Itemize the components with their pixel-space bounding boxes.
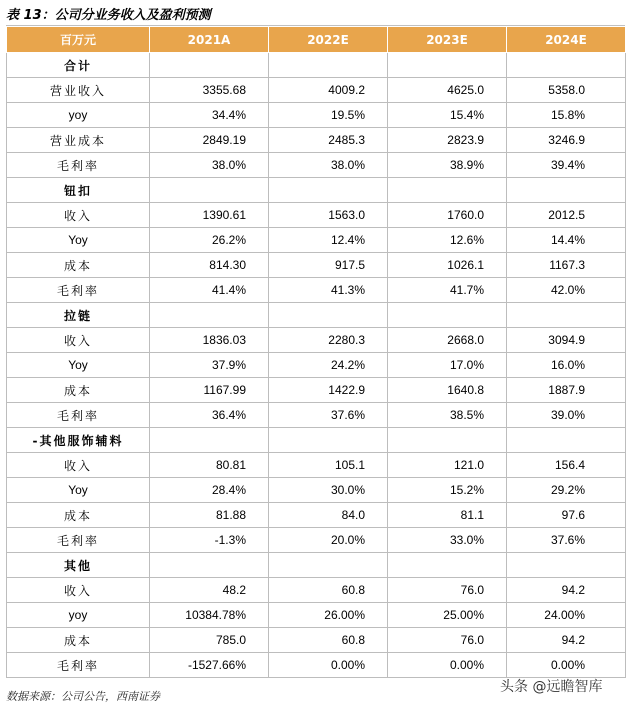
value-cell: 14.4% (507, 228, 626, 253)
value-cell: 41.7% (388, 278, 507, 303)
empty-cell (388, 53, 507, 78)
value-cell: 5358.0 (507, 78, 626, 103)
empty-cell (388, 553, 507, 578)
value-cell: 28.4% (150, 478, 269, 503)
value-cell: 4625.0 (388, 78, 507, 103)
column-header-2024e: 2024E (507, 27, 626, 53)
table-row (7, 403, 626, 428)
table-body (7, 53, 626, 678)
value-cell: 2849.19 (150, 128, 269, 153)
value-cell: 4009.2 (269, 78, 388, 103)
empty-cell (388, 428, 507, 453)
value-cell: 26.2% (150, 228, 269, 253)
row-label: 毛利率 (7, 653, 150, 678)
table-row (7, 453, 626, 478)
watermark: 头条 @远瞻智库 (500, 679, 603, 695)
empty-cell (269, 428, 388, 453)
row-label: 成本 (7, 378, 150, 403)
table-row (7, 378, 626, 403)
value-cell: 121.0 (388, 453, 507, 478)
value-cell: 2280.3 (269, 328, 388, 353)
value-cell: 10384.78% (150, 603, 269, 628)
empty-cell (507, 178, 626, 203)
section-label: -其他服饰辅料 (7, 428, 150, 453)
value-cell: 917.5 (269, 253, 388, 278)
value-cell: 29.2% (507, 478, 626, 503)
value-cell: 1563.0 (269, 203, 388, 228)
empty-cell (150, 428, 269, 453)
value-cell: 15.8% (507, 103, 626, 128)
section-row (7, 53, 626, 78)
row-label: 成本 (7, 628, 150, 653)
value-cell: 1836.03 (150, 328, 269, 353)
value-cell: 1026.1 (388, 253, 507, 278)
value-cell: 15.4% (388, 103, 507, 128)
row-label: 营业收入 (7, 78, 150, 103)
value-cell: 48.2 (150, 578, 269, 603)
value-cell: 814.30 (150, 253, 269, 278)
value-cell: 19.5% (269, 103, 388, 128)
empty-cell (150, 53, 269, 78)
empty-cell (388, 303, 507, 328)
empty-cell (269, 53, 388, 78)
row-label: yoy (7, 103, 150, 128)
value-cell: 41.4% (150, 278, 269, 303)
value-cell: 3355.68 (150, 78, 269, 103)
value-cell: 1422.9 (269, 378, 388, 403)
value-cell: 36.4% (150, 403, 269, 428)
table-row (7, 103, 626, 128)
empty-cell (150, 303, 269, 328)
value-cell: 26.00% (269, 603, 388, 628)
table-row (7, 78, 626, 103)
value-cell: 60.8 (269, 578, 388, 603)
table-row (7, 278, 626, 303)
column-header-unit: 百万元 (7, 27, 150, 53)
value-cell: 38.0% (269, 153, 388, 178)
value-cell: -1.3% (150, 528, 269, 553)
value-cell: 41.3% (269, 278, 388, 303)
section-row (7, 178, 626, 203)
row-label: 成本 (7, 253, 150, 278)
value-cell: 25.00% (388, 603, 507, 628)
value-cell: 38.9% (388, 153, 507, 178)
value-cell: 39.4% (507, 153, 626, 178)
forecast-table (6, 26, 626, 678)
value-cell: 17.0% (388, 353, 507, 378)
value-cell: 80.81 (150, 453, 269, 478)
table-title: 表 13：公司分业务收入及盈利预测 (6, 8, 211, 23)
row-label: Yoy (7, 478, 150, 503)
value-cell: 1167.3 (507, 253, 626, 278)
row-label: Yoy (7, 353, 150, 378)
value-cell: 3246.9 (507, 128, 626, 153)
value-cell: 24.2% (269, 353, 388, 378)
row-label: yoy (7, 603, 150, 628)
value-cell: 24.00% (507, 603, 626, 628)
value-cell: 81.1 (388, 503, 507, 528)
value-cell: 97.6 (507, 503, 626, 528)
value-cell: 785.0 (150, 628, 269, 653)
table-row (7, 628, 626, 653)
value-cell: 37.9% (150, 353, 269, 378)
value-cell: 2012.5 (507, 203, 626, 228)
empty-cell (150, 178, 269, 203)
section-label: 其他 (7, 553, 150, 578)
value-cell: 30.0% (269, 478, 388, 503)
header-row (7, 27, 626, 53)
value-cell: 2485.3 (269, 128, 388, 153)
table-row (7, 153, 626, 178)
table-row (7, 203, 626, 228)
row-label: 成本 (7, 503, 150, 528)
empty-cell (269, 553, 388, 578)
table-row (7, 653, 626, 678)
table-row (7, 478, 626, 503)
value-cell: 156.4 (507, 453, 626, 478)
row-label: 毛利率 (7, 278, 150, 303)
value-cell: 3094.9 (507, 328, 626, 353)
table-row (7, 253, 626, 278)
empty-cell (507, 553, 626, 578)
value-cell: 37.6% (269, 403, 388, 428)
empty-cell (269, 178, 388, 203)
value-cell: 105.1 (269, 453, 388, 478)
value-cell: 0.00% (507, 653, 626, 678)
row-label: 毛利率 (7, 403, 150, 428)
empty-cell (507, 303, 626, 328)
source-note: 数据来源：公司公告，西南证券 (6, 690, 160, 703)
empty-cell (507, 428, 626, 453)
row-label: 营业成本 (7, 128, 150, 153)
table-row (7, 128, 626, 153)
empty-cell (507, 53, 626, 78)
value-cell: -1527.66% (150, 653, 269, 678)
row-label: 收入 (7, 453, 150, 478)
row-label: 收入 (7, 578, 150, 603)
value-cell: 0.00% (269, 653, 388, 678)
value-cell: 94.2 (507, 578, 626, 603)
value-cell: 34.4% (150, 103, 269, 128)
empty-cell (269, 303, 388, 328)
table-row (7, 328, 626, 353)
row-label: Yoy (7, 228, 150, 253)
value-cell: 1167.99 (150, 378, 269, 403)
value-cell: 42.0% (507, 278, 626, 303)
table-row (7, 353, 626, 378)
section-label: 拉链 (7, 303, 150, 328)
row-label: 毛利率 (7, 153, 150, 178)
row-label: 收入 (7, 328, 150, 353)
empty-cell (388, 178, 507, 203)
empty-cell (150, 553, 269, 578)
column-header-2021a: 2021A (150, 27, 269, 53)
value-cell: 15.2% (388, 478, 507, 503)
value-cell: 38.0% (150, 153, 269, 178)
row-label: 收入 (7, 203, 150, 228)
table-row (7, 228, 626, 253)
section-label: 钮扣 (7, 178, 150, 203)
value-cell: 0.00% (388, 653, 507, 678)
table-row (7, 603, 626, 628)
value-cell: 60.8 (269, 628, 388, 653)
value-cell: 76.0 (388, 578, 507, 603)
value-cell: 76.0 (388, 628, 507, 653)
value-cell: 84.0 (269, 503, 388, 528)
section-row (7, 428, 626, 453)
section-row (7, 303, 626, 328)
value-cell: 33.0% (388, 528, 507, 553)
value-cell: 2823.9 (388, 128, 507, 153)
value-cell: 1760.0 (388, 203, 507, 228)
section-label: 合计 (7, 53, 150, 78)
value-cell: 39.0% (507, 403, 626, 428)
value-cell: 81.88 (150, 503, 269, 528)
value-cell: 2668.0 (388, 328, 507, 353)
value-cell: 94.2 (507, 628, 626, 653)
value-cell: 1887.9 (507, 378, 626, 403)
table-row (7, 503, 626, 528)
value-cell: 16.0% (507, 353, 626, 378)
value-cell: 37.6% (507, 528, 626, 553)
section-row (7, 553, 626, 578)
row-label: 毛利率 (7, 528, 150, 553)
value-cell: 1390.61 (150, 203, 269, 228)
value-cell: 38.5% (388, 403, 507, 428)
column-header-2023e: 2023E (388, 27, 507, 53)
value-cell: 12.6% (388, 228, 507, 253)
column-header-2022e: 2022E (269, 27, 388, 53)
value-cell: 12.4% (269, 228, 388, 253)
table-row (7, 578, 626, 603)
value-cell: 20.0% (269, 528, 388, 553)
table-row (7, 528, 626, 553)
value-cell: 1640.8 (388, 378, 507, 403)
